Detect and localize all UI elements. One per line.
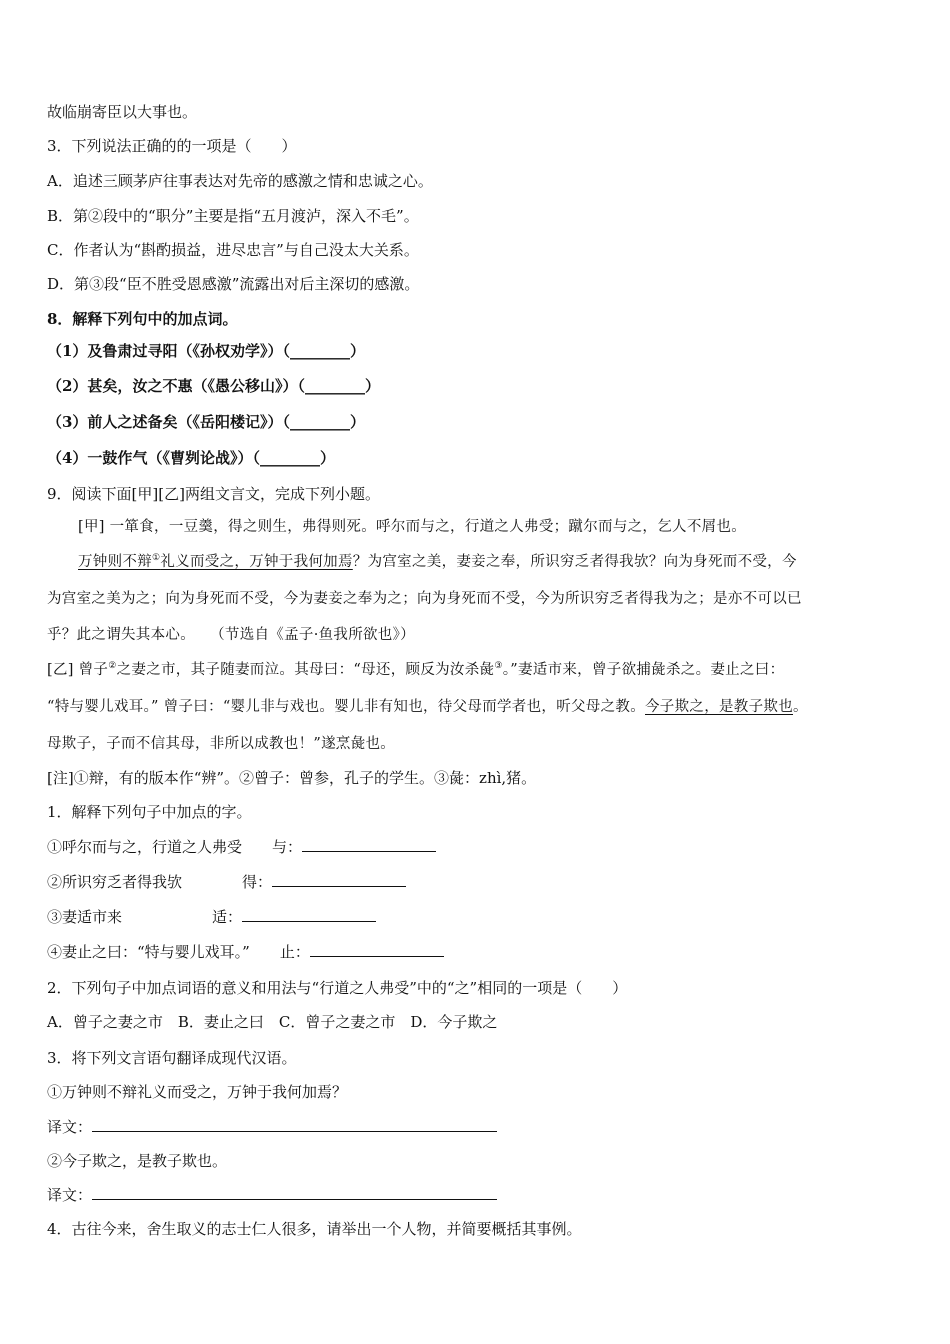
subquestion-1-stem: 1．解释下列句子中加点的字。 <box>47 803 252 821</box>
question-8-item-3: （3）前人之述备矣（《岳阳楼记》）（________） <box>47 413 365 431</box>
underlined-sentence: 万钟则不辩①礼义而受之，万钟于我何加焉 <box>78 553 353 570</box>
passage-jia-line-2: 万钟则不辩①礼义而受之，万钟于我何加焉？为宫室之美，妻妾之奉，所识穷乏者得我欤？向为身死而不受，今 <box>78 553 797 570</box>
translation-blank[interactable] <box>92 1116 497 1132</box>
answer-blank[interactable] <box>302 836 436 852</box>
subquestion-2-options: A．曾子之妻之市 B．妻止之曰 C．曾子之妻之市 D．今子欺之 <box>47 1013 498 1031</box>
subquestion-2-stem: 2．下列句子中加点词语的意义和用法与“行道之人弗受”中的“之”相同的一项是（ ） <box>47 979 628 997</box>
answer-blank[interactable] <box>272 871 406 887</box>
question-8-item-2: （2）甚矣，汝之不惠（《愚公移山》）（________） <box>47 377 380 395</box>
option-a: A．追述三顾茅庐往事表达对先帝的感激之情和忠诚之心。 <box>47 172 433 190</box>
subquestion-1-item-3: ③妻适市来 适： <box>47 906 920 928</box>
subquestion-1-item-2: ②所识穷乏者得我欤 得： <box>47 871 920 893</box>
subquestion-3-sentence-2: ②今子欺之，是教子欺也。 <box>47 1152 228 1170</box>
annotation-notes: [注]①辩，有的版本作“辨”。②曾子：曾参，孔子的学生。③彘：zhì,猪。 <box>47 769 537 787</box>
question-8-item-4: （4）一鼓作气（《曹刿论战》）（________） <box>47 449 335 467</box>
passage-yi-line-3: 母欺子，子而不信其母，非所以成教也！”遂烹彘也。 <box>47 736 396 752</box>
question-8-item-1: （1）及鲁肃过寻阳（《孙权劝学》）（________） <box>47 342 365 360</box>
subquestion-1-item-1: ①呼尔而与之，行道之人弗受 与： <box>47 836 920 858</box>
subquestion-3-stem: 3．将下列文言语句翻译成现代汉语。 <box>47 1049 297 1067</box>
option-b: B．第②段中的“职分”主要是指“五月渡泸，深入不毛”。 <box>47 207 419 225</box>
option-d: D．第③段“臣不胜受恩感激”流露出对后主深切的感激。 <box>47 275 420 293</box>
translation-line-2: 译文： <box>47 1184 920 1206</box>
answer-blank[interactable] <box>310 941 444 957</box>
passage-yi-line-1: [乙] 曾子②之妻之市，其子随妻而泣。其母曰：“母还，顾反为汝杀彘③。”妻适市来，曾子欲捕彘杀之。妻止之曰： <box>47 661 785 678</box>
passage-end-line: 故临崩寄臣以大事也。 <box>47 103 198 121</box>
answer-blank[interactable] <box>242 906 376 922</box>
passage-jia-line-3: 为宫室之美为之；向为身死而不受，今为妻妾之奉为之；向为身死而不受，今为所识穷乏者得我为之；是亦不可以已 <box>47 591 802 607</box>
subquestion-4-stem: 4．古往今来，舍生取义的志士仁人很多，请举出一个人物，并简要概括其事例。 <box>47 1220 582 1238</box>
question-9-stem: 9．阅读下面[甲][乙]两组文言文，完成下列小题。 <box>47 485 380 503</box>
passage-jia-line-1: [甲] 一箪食，一豆羹，得之则生，弗得则死。呼尔而与之，行道之人弗受；蹴尔而与之，乞人不屑也。 <box>78 519 747 535</box>
subquestion-3-sentence-1: ①万钟则不辩礼义而受之，万钟于我何加焉？ <box>47 1083 348 1101</box>
option-c: C．作者认为“斟酌损益，进尽忠言”与自己没太大关系。 <box>47 241 419 259</box>
subquestion-1-item-4: ④妻止之曰：“特与婴儿戏耳。” 止： <box>47 941 920 963</box>
translation-blank[interactable] <box>92 1184 497 1200</box>
passage-yi-line-2: “特与婴儿戏耳。” 曾子曰：“婴儿非与戏也。婴儿非有知也，待父母而学者也，听父母之教。今子欺之，是教子欺也。 <box>47 699 808 715</box>
underlined-sentence-2: 今子欺之，是教子欺也 <box>645 699 793 715</box>
footnote-marker-1: ① <box>152 553 161 564</box>
footnote-marker-2: ② <box>108 661 117 672</box>
footnote-marker-3: ③ <box>494 661 503 672</box>
translation-line-1: 译文： <box>47 1116 920 1138</box>
passage-jia-source: 乎？此之谓失其本心。 （节选自《孟子·鱼我所欲也》） <box>47 627 415 643</box>
question-8-stem: 8．解释下列句中的加点词。 <box>47 310 238 328</box>
question-3-stem: 3．下列说法正确的的一项是（ ） <box>47 137 297 155</box>
